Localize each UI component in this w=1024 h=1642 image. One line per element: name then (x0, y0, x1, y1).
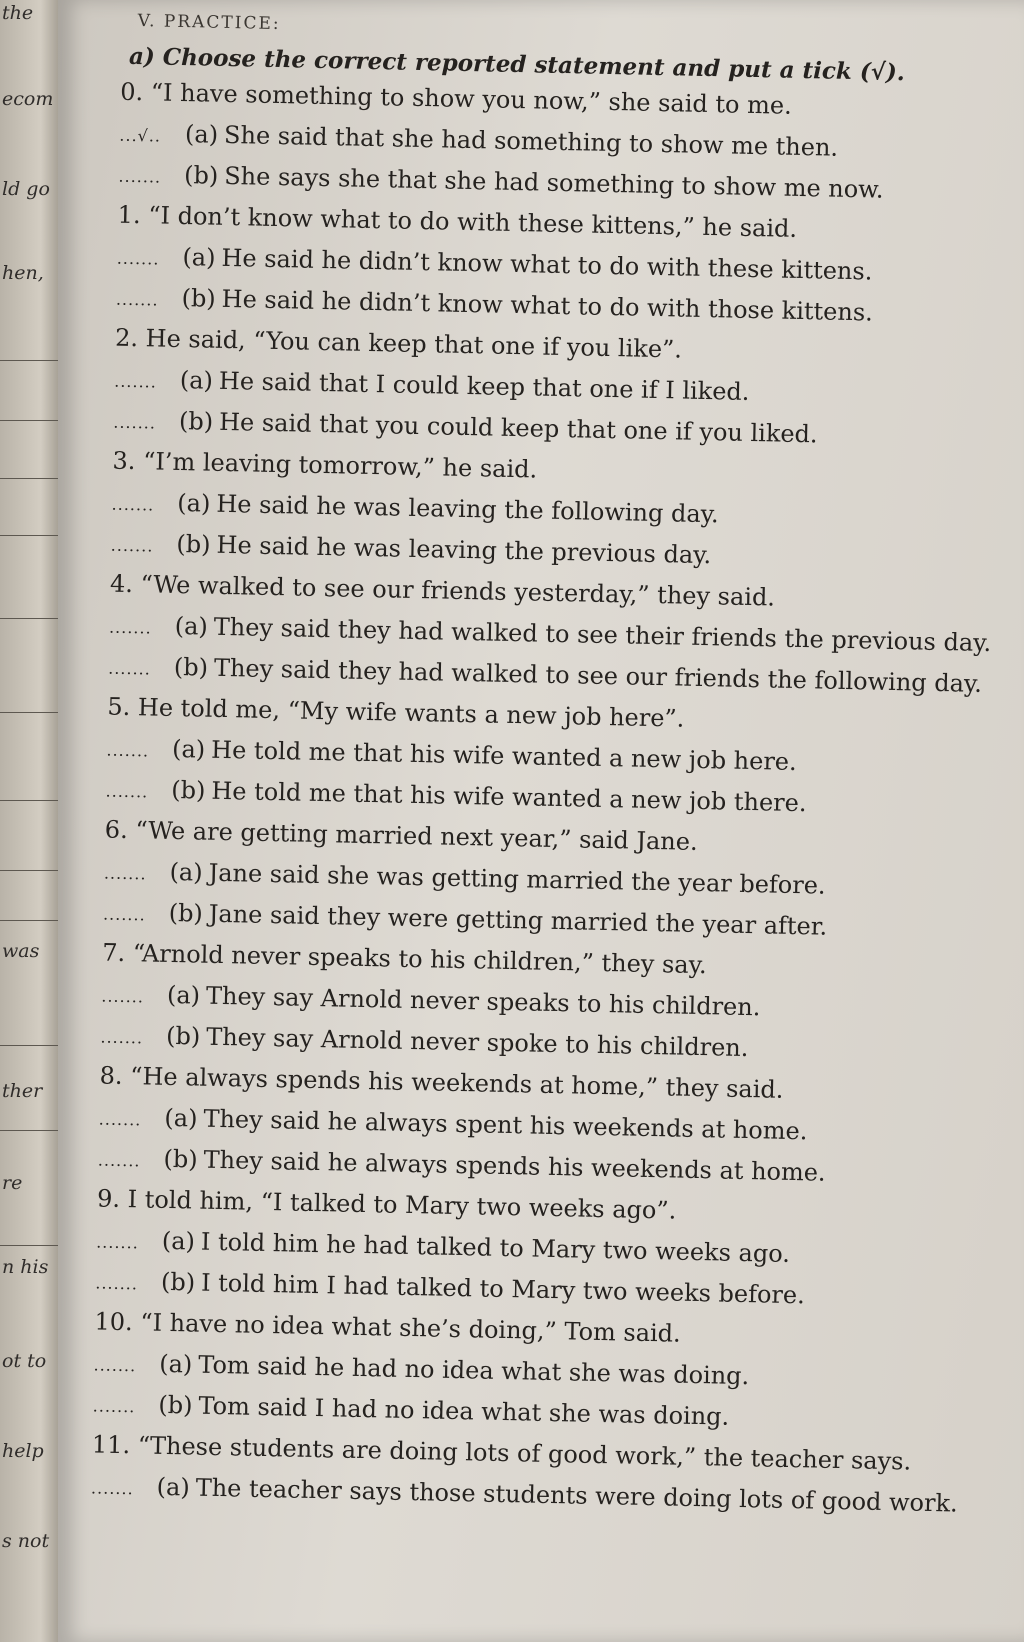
option-text: Jane said she was getting married the year before. (208, 858, 826, 900)
option-text: He said he was leaving the following day. (216, 489, 719, 529)
question-number: 6. (104, 815, 129, 845)
section-label: V. PRACTICE: (137, 11, 281, 35)
question-text: “Arnold never speaks to his children,” they say. (132, 939, 707, 980)
question-text: He said, “You can keep that one if you like”. (145, 324, 683, 364)
question-text: “I have no idea what she’s doing,” Tom said. (140, 1308, 682, 1348)
option-text: They say Arnold never speaks to his children. (205, 981, 761, 1022)
tick-blank[interactable]: ....... (108, 617, 152, 638)
option-letter: (a) (159, 1349, 193, 1379)
question-number: 4. (109, 569, 134, 599)
tick-blank[interactable]: ....... (90, 1478, 134, 1499)
tick-blank[interactable]: ....... (118, 166, 162, 187)
option-text: Tom said he had no idea what she was doing. (198, 1350, 750, 1391)
tick-blank[interactable]: ....... (98, 1109, 142, 1130)
margin-fragment: the (2, 2, 34, 24)
question-number: 7. (101, 938, 126, 967)
question-number: 9. (96, 1184, 121, 1213)
margin-fragment: ther (2, 1080, 43, 1102)
option-text: He told me that his wife wanted a new job here. (210, 735, 797, 777)
option-letter: (b) (168, 898, 204, 928)
option-text: She said that she had something to show me then. (223, 120, 839, 162)
option-letter: (b) (163, 1144, 198, 1174)
margin-fragment: s not (2, 1530, 50, 1552)
tick-blank[interactable]: ....... (116, 248, 160, 269)
question-number: 1. (117, 200, 141, 230)
tick-blank[interactable]: ...√.. (119, 125, 162, 146)
option-letter: (a) (177, 488, 211, 518)
tick-blank[interactable]: ....... (100, 1027, 144, 1048)
question-number: 3. (112, 446, 136, 476)
tick-blank[interactable]: ....... (102, 904, 146, 925)
option-text: He said he didn’t know what to do with these kittens. (221, 243, 873, 286)
question-text: “We walked to see our friends yesterday,” they said. (140, 570, 776, 612)
tick-blank[interactable]: ....... (114, 371, 158, 392)
exercise-content (58, 10, 992, 1524)
option-text: They said they had walked to see our friends the following day. (213, 653, 983, 698)
tick-blank[interactable]: ....... (113, 412, 157, 433)
tick-blank[interactable]: ....... (96, 1232, 140, 1253)
question-number: 5. (107, 692, 131, 722)
tick-blank[interactable]: ....... (110, 535, 154, 556)
option-letter: (b) (171, 775, 206, 805)
margin-fragment: ot to (2, 1350, 47, 1372)
tick-blank[interactable]: ....... (115, 289, 159, 310)
tick-blank[interactable]: ....... (97, 1150, 141, 1171)
option-letter: (a) (184, 120, 219, 149)
tick-blank[interactable]: ....... (92, 1396, 136, 1417)
adjacent-page-edge (0, 0, 58, 1642)
margin-fragment: was (2, 940, 40, 962)
option-letter: (a) (161, 1226, 196, 1256)
option-letter: (a) (174, 611, 209, 641)
option-letter: (a) (164, 1103, 198, 1133)
tick-blank[interactable]: ....... (103, 863, 147, 884)
option-text: He said he was leaving the previous day. (216, 530, 712, 570)
option-letter: (b) (176, 529, 211, 559)
option-letter: (b) (173, 652, 209, 682)
option-text: I told him I had talked to Mary two weeks before. (200, 1268, 806, 1310)
option-letter: (b) (181, 284, 217, 313)
tick-blank[interactable]: ....... (108, 658, 152, 679)
question-list (58, 71, 992, 1524)
option-letter: (a) (166, 980, 201, 1010)
question-text: “I’m leaving tomorrow,” he said. (142, 447, 538, 484)
option-text: He told me that his wife wanted a new job there. (211, 776, 807, 818)
worksheet-page (58, 0, 1024, 1642)
option-text: They said they had walked to see their friends the previous day. (213, 612, 992, 658)
option-letter: (a) (169, 857, 203, 887)
margin-fragment: n his (2, 1256, 49, 1278)
margin-fragment: ecom (2, 88, 54, 110)
option-letter: (b) (165, 1021, 201, 1051)
option-text: He said he didn’t know what to do with those kittens. (221, 284, 874, 327)
option-text: Jane said they were getting married the year after. (208, 899, 828, 941)
option-text: They say Arnold never spoke to his children. (205, 1022, 749, 1063)
option-text: The teacher says those students were doing lots of good work. (195, 1473, 958, 1518)
margin-fragment: hen, (2, 262, 44, 284)
option-letter: (a) (182, 243, 216, 272)
tick-blank[interactable]: ....... (95, 1273, 139, 1294)
question-text: He told me, “My wife wants a new job here”. (137, 693, 685, 733)
question-number: 10. (94, 1307, 133, 1337)
option-letter: (b) (158, 1390, 193, 1420)
question-text: “He always spends his weekends at home,” they said. (129, 1062, 784, 1104)
margin-fragment: help (2, 1440, 44, 1462)
option-letter: (b) (178, 407, 214, 436)
question-text: “We are getting married next year,” said Jane. (135, 816, 698, 856)
option-text: She says she that she had something to show me now. (223, 161, 884, 204)
option-text: They said he always spent his weekends at home. (203, 1104, 808, 1146)
tick-blank[interactable]: ....... (105, 781, 149, 802)
option-text: I told him he had talked to Mary two weeks ago. (200, 1227, 791, 1268)
question-number: 0. (120, 77, 144, 107)
question-number: 2. (114, 323, 139, 353)
question-text: I told him, “I talked to Mary two weeks ago”. (127, 1185, 677, 1225)
question-text: “I don’t know what to do with these kittens,” he said. (147, 201, 798, 243)
exercise-instructions: a) Choose the correct reported statement and put a tick (√). (128, 42, 906, 87)
tick-blank[interactable]: ....... (93, 1355, 137, 1376)
question-text: “I have something to show you now,” she said to me. (150, 78, 793, 120)
option-letter: (b) (183, 161, 219, 190)
question-number: 8. (99, 1061, 123, 1090)
option-letter: (a) (179, 366, 214, 395)
tick-blank[interactable]: ....... (111, 494, 155, 515)
option-text: He said that I could keep that one if I liked. (218, 366, 750, 406)
option-text: Tom said I had no idea what she was doing. (198, 1391, 730, 1431)
option-letter: (a) (156, 1472, 191, 1502)
margin-fragment: ld go (2, 178, 50, 200)
tick-blank[interactable]: ....... (106, 740, 150, 761)
margin-fragment: re (2, 1172, 23, 1194)
option-text: They said he always spends his weekends at home. (203, 1145, 826, 1187)
option-letter: (b) (160, 1267, 196, 1297)
option-letter: (a) (171, 734, 206, 764)
question-text: “These students are doing lots of good work,” the teacher says. (137, 1431, 912, 1476)
tick-blank[interactable]: ....... (101, 986, 145, 1007)
option-text: He said that you could keep that one if you liked. (218, 407, 818, 449)
question-number: 11. (91, 1430, 131, 1460)
